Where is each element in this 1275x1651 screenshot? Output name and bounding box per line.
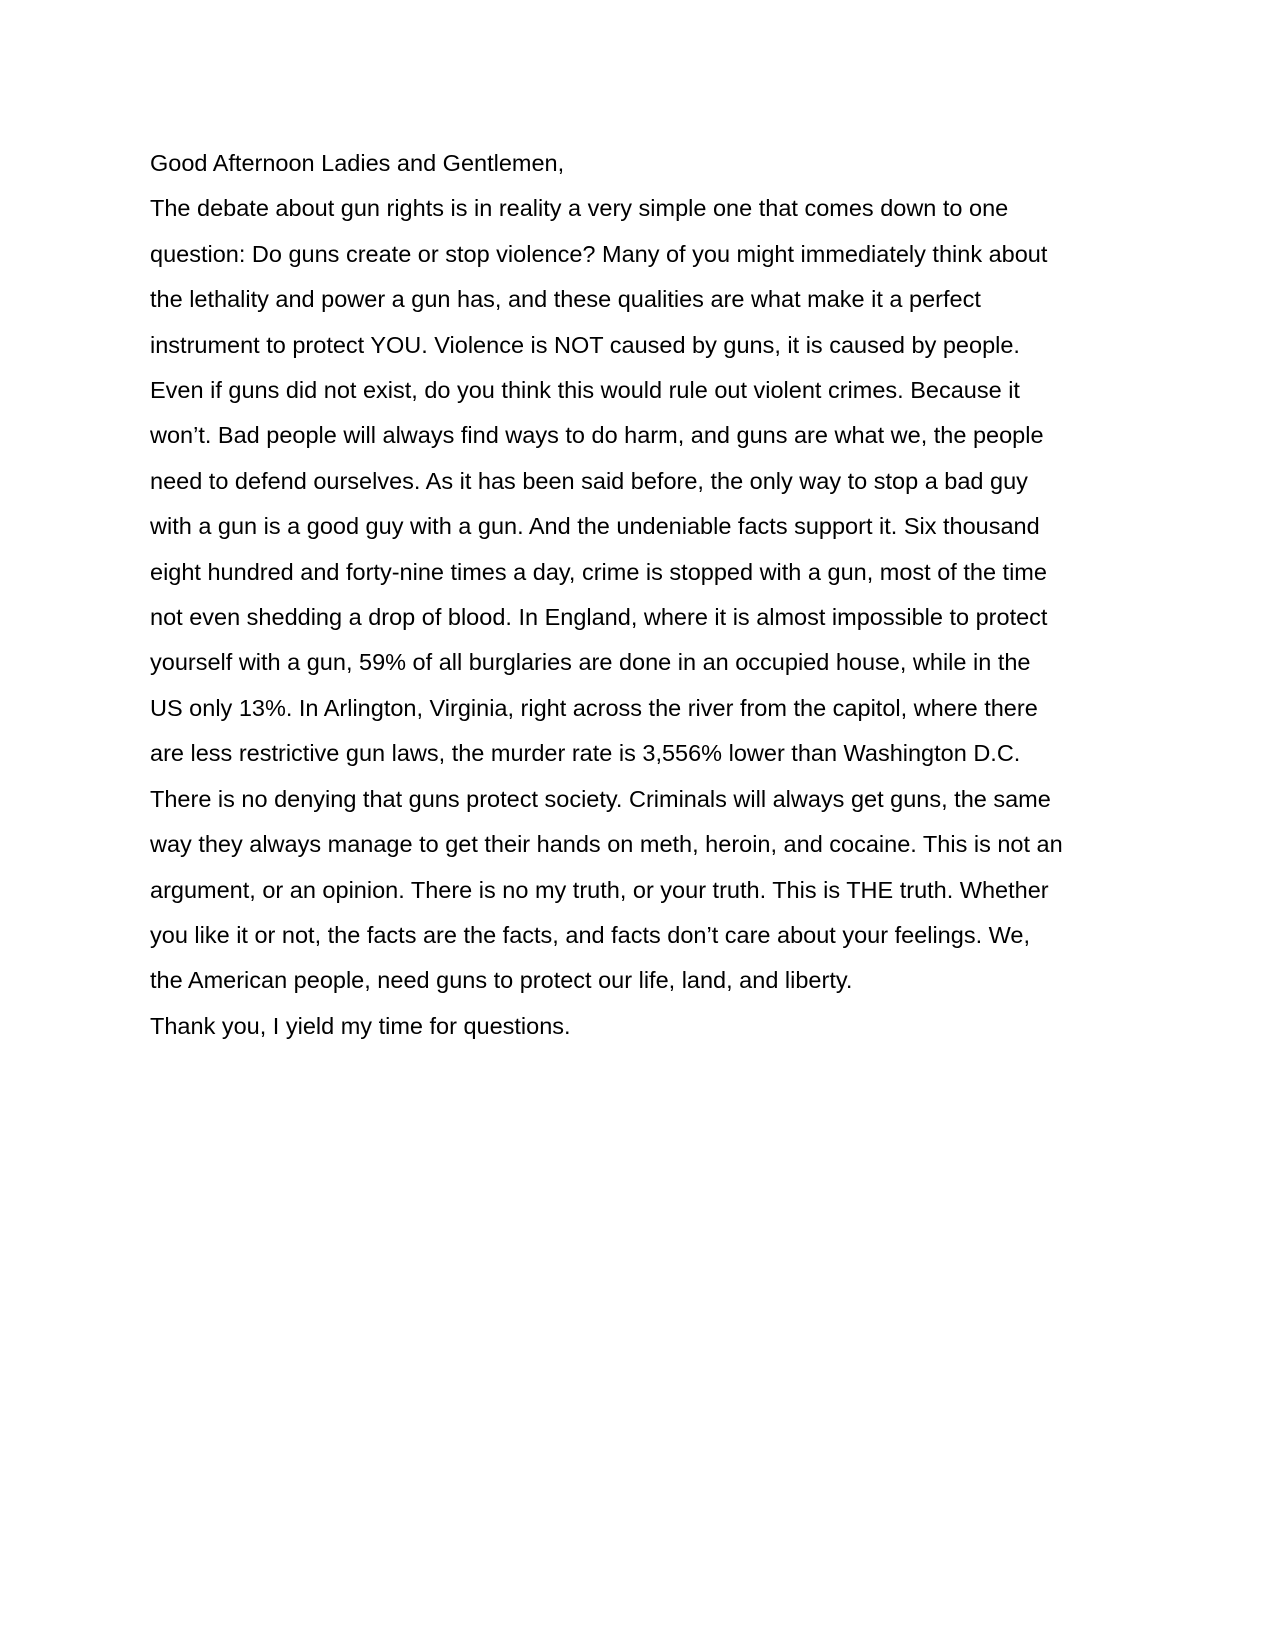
- body-line: eight hundred and forty-nine times a day, crime is stopped with a gun, most of the time: [150, 558, 1047, 585]
- body-line: yourself with a gun, 59% of all burglaries are done in an occupied house, while in the: [150, 649, 1031, 676]
- body-line: you like it or not, the facts are the facts, and facts don’t care about your feelings. We,: [150, 921, 1030, 948]
- body-line: There is no denying that guns protect society. Criminals will always get guns, the same: [150, 785, 1051, 812]
- body-line: need to defend ourselves. As it has been said before, the only way to stop a bad guy: [150, 467, 1028, 494]
- body-line: question: Do guns create or stop violence? Many of you might immediately think about: [150, 240, 1048, 267]
- body-line: the lethality and power a gun has, and these qualities are what make it a perfect: [150, 286, 981, 313]
- body-line: way they always manage to get their hands on meth, heroin, and cocaine. This is not an: [150, 831, 1063, 858]
- body-line: the American people, need guns to protect our life, land, and liberty.: [150, 967, 853, 994]
- body-line: not even shedding a drop of blood. In England, where it is almost impossible to protect: [150, 604, 1048, 631]
- speech-text: [150, 141, 1130, 1049]
- body-line: are less restrictive gun laws, the murder rate is 3,556% lower than Washington D.C.: [150, 740, 1021, 767]
- closing-line: Thank you, I yield my time for questions.: [150, 1012, 571, 1039]
- body-line: with a gun is a good guy with a gun. And the undeniable facts support it. Six thousand: [150, 513, 1040, 540]
- body-line: instrument to protect YOU. Violence is NOT caused by guns, it is caused by people.: [150, 331, 1020, 358]
- body-line: Even if guns did not exist, do you think this would rule out violent crimes. Because it: [150, 377, 1020, 404]
- body-line: The debate about gun rights is in reality a very simple one that comes down to one: [150, 195, 1009, 222]
- body-line: US only 13%. In Arlington, Virginia, right across the river from the capitol, where there: [150, 694, 1038, 721]
- greeting-line: Good Afternoon Ladies and Gentlemen,: [150, 150, 565, 176]
- body-line: won’t. Bad people will always find ways to do harm, and guns are what we, the people: [150, 422, 1044, 449]
- body-line: argument, or an opinion. There is no my truth, or your truth. This is THE truth. Whether: [150, 876, 1049, 903]
